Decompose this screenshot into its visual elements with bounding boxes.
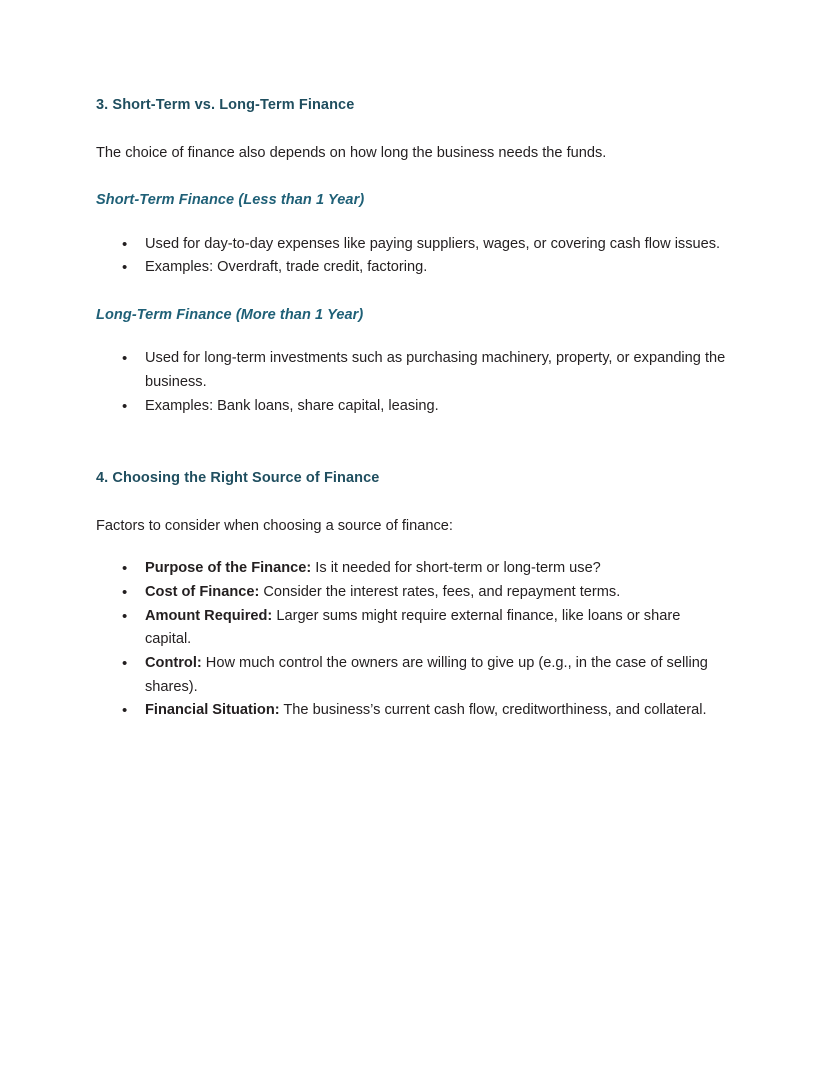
list-item: • Examples: Bank loans, share capital, leasing. xyxy=(96,395,728,419)
list-item xyxy=(96,581,728,605)
spacer xyxy=(96,163,728,191)
list-item xyxy=(96,557,728,581)
section-heading-3: 3. Short-Term vs. Long-Term Finance xyxy=(96,97,355,113)
spacer xyxy=(96,211,728,233)
long-term-finance-list xyxy=(96,347,728,418)
list-item: • Examples: Overdraft, trade credit, factoring. xyxy=(96,256,728,280)
spacer xyxy=(96,489,728,516)
subheading-short-term-finance: Short-Term Finance (Less than 1 Year) xyxy=(96,191,365,208)
factor-label: Financial Situation: xyxy=(145,702,280,719)
section-heading-4: 4. Choosing the Right Source of Finance xyxy=(96,470,380,487)
choosing-finance-factors-list xyxy=(96,557,728,722)
factor-description: How much control the owners are willing to give up (e.g., in the case of selling shares). xyxy=(145,654,708,695)
spacer xyxy=(96,116,728,143)
section-4-intro-paragraph: Factors to consider when choosing a source of finance: xyxy=(96,517,453,534)
factor-label: Control: xyxy=(145,654,202,671)
list-item xyxy=(96,699,728,723)
factor-label: Amount Required: xyxy=(145,607,273,624)
factor-description: Consider the interest rates, fees, and repayment terms. xyxy=(259,583,621,600)
document-body xyxy=(96,96,728,723)
factor-label: Cost of Finance: xyxy=(145,583,260,600)
spacer xyxy=(96,536,728,557)
factor-description: Larger sums might require external finance, like loans or share capital. xyxy=(145,607,681,648)
factor-label: Purpose of the Finance: xyxy=(145,560,312,577)
spacer xyxy=(96,325,728,347)
spacer xyxy=(96,418,728,469)
list-item: • Used for day-to-day expenses like paying suppliers, wages, or covering cash flow issues. xyxy=(96,233,728,257)
list-item xyxy=(96,652,728,699)
short-term-finance-list xyxy=(96,233,728,280)
spacer xyxy=(96,280,728,306)
list-item: • Used for long-term investments such as purchasing machinery, property, or expanding the business. xyxy=(96,347,728,394)
subheading-long-term-finance: Long-Term Finance (More than 1 Year) xyxy=(96,306,364,323)
factor-description: Is it needed for short-term or long-term use? xyxy=(311,560,601,577)
list-item xyxy=(96,605,728,652)
factor-description: The business’s current cash flow, creditworthiness, and collateral. xyxy=(279,702,707,719)
section-3-intro-paragraph: The choice of finance also depends on how long the business needs the funds. xyxy=(96,144,607,161)
